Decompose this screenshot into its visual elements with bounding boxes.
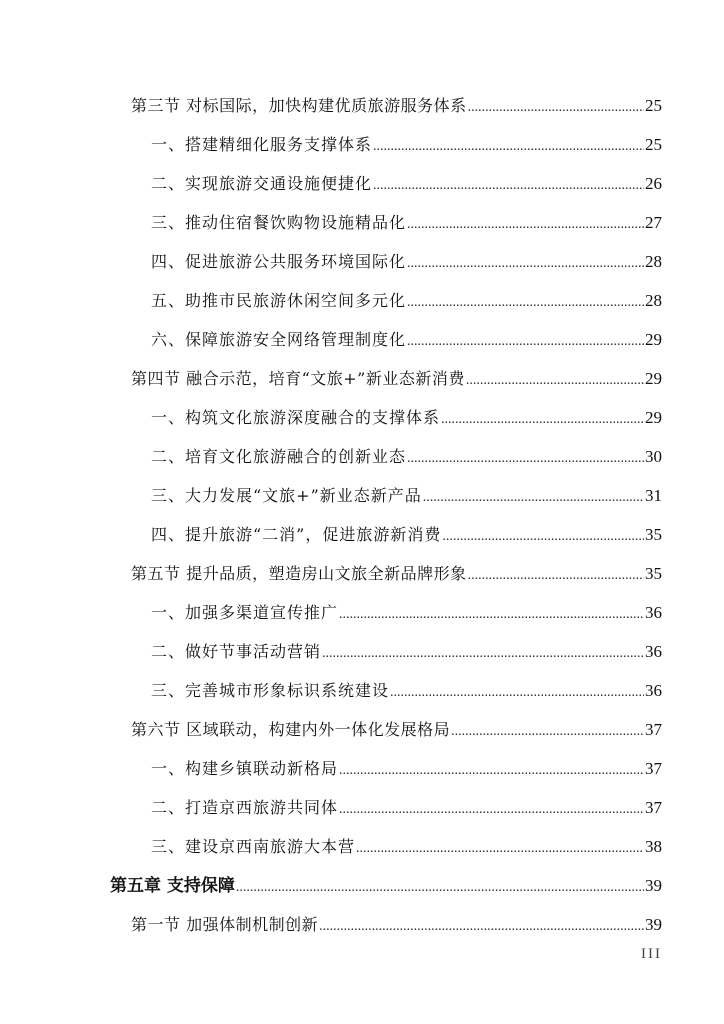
toc-entry-page: 29 [645,408,662,427]
toc-entry-title: 一、加强多渠道宣传推广 [151,603,339,622]
dot-leader [236,872,644,904]
toc-entry-title: 二、实现旅游交通设施便捷化 [151,174,373,193]
dot-leader [407,443,644,475]
toc-entry[interactable] [151,402,662,434]
toc-entry-title: 一、搭建精细化服务支撑体系 [151,135,373,154]
dot-leader [339,794,644,826]
dot-leader [390,677,644,709]
toc-entry-title: 三、推动住宿餐饮购物设施精品化 [151,213,407,232]
toc-entry[interactable] [151,597,662,629]
toc-entry-page: 39 [645,915,662,934]
toc-entry-title: 第五节 提升品质，塑造房山文旅全新品牌形象 [131,564,467,583]
toc-entry[interactable] [151,675,662,707]
dot-leader [319,911,644,943]
dot-leader [373,170,644,202]
dot-leader [339,599,644,631]
toc-entry[interactable] [131,909,662,941]
toc-entry-title: 六、保障旅游安全网络管理制度化 [151,330,407,349]
dot-leader [423,482,644,514]
toc-entry-page: 37 [645,759,662,778]
dot-leader [468,92,644,124]
toc-entry[interactable] [151,636,662,668]
toc-entry-page: 31 [645,486,662,505]
toc-entry-title: 四、提升旅游“二消”，促进旅游新消费 [151,525,442,544]
toc-entry[interactable] [151,168,662,200]
toc-entry[interactable] [151,129,662,161]
toc-entry-page: 37 [645,798,662,817]
toc-entry-page: 29 [645,369,662,388]
toc-entry[interactable] [151,831,662,863]
toc-entry-title: 三、完善城市形象标识系统建设 [151,681,390,700]
dot-leader [373,131,644,163]
toc-entry[interactable] [151,519,662,551]
toc-entry-title: 第六节 区域联动，构建内外一体化发展格局 [131,720,451,739]
toc-entry-title: 第三节 对标国际，加快构建优质旅游服务体系 [131,96,467,115]
toc-entry-title: 第一节 加强体制机制创新 [131,915,319,934]
toc-entry-page: 27 [645,213,662,232]
toc-entry-page: 39 [645,876,662,895]
toc-entry-title: 一、构筑文化旅游深度融合的支撑体系 [151,408,441,427]
toc-entry-page: 28 [645,252,662,271]
dot-leader [468,560,644,592]
toc-entry-page: 30 [645,447,662,466]
dot-leader [322,638,644,670]
toc-entry[interactable] [151,285,662,317]
dot-leader [407,248,644,280]
toc-entry-page: 35 [645,564,662,583]
toc-entry[interactable] [151,324,662,356]
toc-entry[interactable] [131,363,662,395]
dot-leader [356,833,644,865]
toc-entry-title: 三、建设京西南旅游大本营 [151,837,356,856]
page-number: III [641,946,662,962]
toc-entry-title: 一、构建乡镇联动新格局 [151,759,339,778]
toc-entry[interactable] [151,753,662,785]
dot-leader [407,326,644,358]
toc-entry-page: 25 [645,96,662,115]
toc-entry-page: 36 [645,603,662,622]
toc-entry-page: 29 [645,330,662,349]
toc-entry-chapter[interactable] [110,870,662,902]
toc-entry[interactable] [151,246,662,278]
toc-entry[interactable] [151,441,662,473]
toc-entry-page: 35 [645,525,662,544]
dot-leader [441,404,644,436]
toc-entry-page: 36 [645,642,662,661]
toc-entry-title: 第四节 融合示范，培育“文旅+”新业态新消费 [131,369,465,388]
toc-entry[interactable] [151,207,662,239]
toc-entry[interactable] [151,792,662,824]
toc-entry-page: 37 [645,720,662,739]
toc-entry-title: 第五章 支持保障 [110,876,235,896]
dot-leader [466,365,644,397]
toc-entry[interactable] [151,480,662,512]
toc-entry-title: 二、培育文化旅游融合的创新业态 [151,447,407,466]
toc-entry-title: 二、做好节事活动营销 [151,642,322,661]
toc-entry-page: 28 [645,291,662,310]
dot-leader [407,287,644,319]
toc-entry-title: 三、大力发展“文旅+”新业态新产品 [151,486,422,505]
dot-leader [451,716,644,748]
toc-entry-page: 36 [645,681,662,700]
dot-leader [339,755,644,787]
toc-entry[interactable] [131,714,662,746]
dot-leader [442,521,644,553]
toc-entry-title: 二、打造京西旅游共同体 [151,798,339,817]
toc-entry-page: 25 [645,135,662,154]
toc-entry-title: 四、促进旅游公共服务环境国际化 [151,252,407,271]
toc-entry-page: 26 [645,174,662,193]
toc-entry-page: 38 [645,837,662,856]
toc-entry-title: 五、助推市民旅游休闲空间多元化 [151,291,407,310]
dot-leader [407,209,644,241]
toc-entry[interactable] [131,90,662,122]
toc-entry[interactable] [131,558,662,590]
